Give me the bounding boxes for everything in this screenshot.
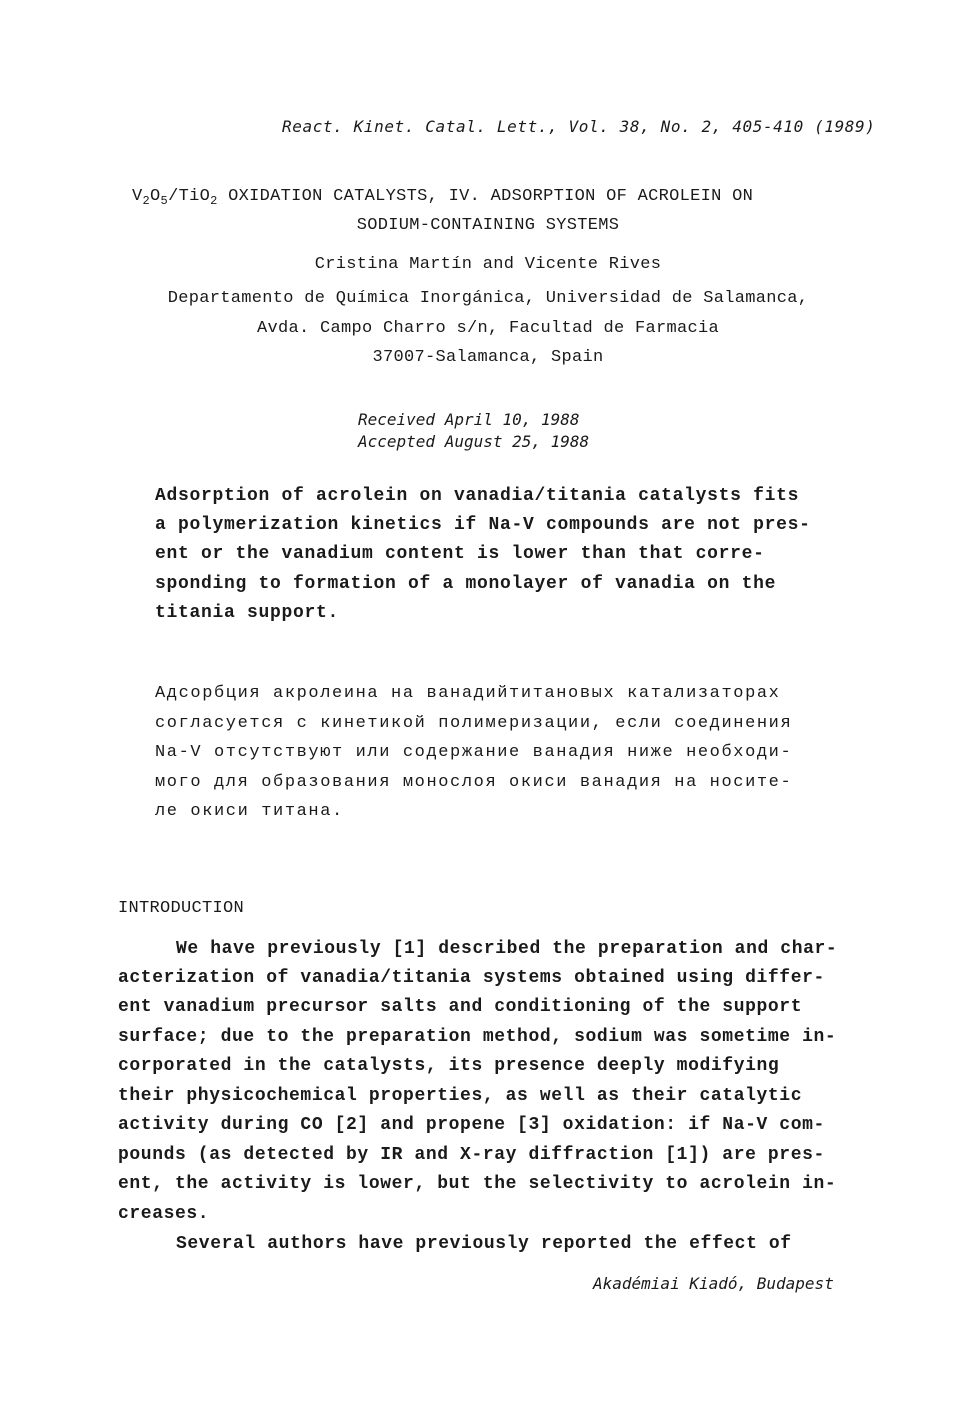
abstract-ru-line: ле окиси титана. <box>155 802 344 821</box>
intro-line: ent vanadium precursor salts and conditioning of the support <box>118 997 803 1017</box>
intro-line: acterization of vanadia/titania systems obtained using differ- <box>118 968 825 988</box>
intro-line: surface; due to the preparation method, sodium was sometime in- <box>118 1027 837 1047</box>
title-formula: $V_2O_5/TiO_2$ <box>132 187 218 208</box>
intro-line: ent, the activity is lower, but the selectivity to acrolein in- <box>118 1174 837 1194</box>
intro-line: creases. <box>118 1204 210 1224</box>
abstract-en-line: ent or the vanadium content is lower than that corre- <box>155 544 765 564</box>
abstract-en-line: titania support. <box>155 603 340 623</box>
article-title-line-2: SODIUM-CONTAINING SYSTEMS <box>356 216 620 235</box>
affiliation-line: Departamento de Química Inorgánica, Universidad de Salamanca, <box>167 289 809 308</box>
journal-reference: React. Kinet. Catal. Lett., Vol. 38, No. 2, 405-410 (1989) <box>282 117 876 136</box>
abstract-en-line: sponding to formation of a monolayer of vanadia on the <box>155 574 777 594</box>
accepted-date: Accepted August 25, 1988 <box>358 432 590 451</box>
abstract-en-line: a polymerization kinetics if Na-V compounds are not pres- <box>155 515 811 535</box>
abstract-ru-line: согласуется с кинетикой полимеризации, если соединения <box>155 714 793 733</box>
section-heading-introduction: INTRODUCTION <box>118 899 245 918</box>
abstract-en-line: Adsorption of acrolein on vanadia/titania catalysts fits <box>155 486 800 506</box>
received-date: Received April 10, 1988 <box>358 410 580 429</box>
authors: Cristina Martín and Vicente Rives <box>314 255 662 274</box>
intro-line: activity during CO [2] and propene [3] oxidation: if Na-V com- <box>118 1115 825 1135</box>
intro-line: corporated in the catalysts, its presence deeply modifying <box>118 1056 780 1076</box>
intro-line: We have previously [1] described the preparation and char- <box>176 939 838 959</box>
abstract-ru-line: Na-V отсутствуют или содержание ванадия ниже необходи- <box>155 743 793 762</box>
affiliation-line: Avda. Campo Charro s/n, Facultad de Farmacia <box>256 319 720 338</box>
title-text: OXIDATION CATALYSTS, IV. ADSORPTION OF ACROLEIN ON <box>217 187 754 206</box>
intro-line: pounds (as detected by IR and X-ray diffraction [1]) are pres- <box>118 1145 825 1165</box>
intro-line: Several authors have previously reported the effect of <box>176 1234 792 1254</box>
affiliation-line: 37007-Salamanca, Spain <box>372 348 604 367</box>
abstract-ru-line: мого для образования монослоя окиси ванадия на носите- <box>155 773 793 792</box>
abstract-ru-line: Адсорбция акролеина на ванадийтитановых катализаторах <box>155 684 781 703</box>
article-title-line-1 <box>132 186 753 212</box>
intro-line: their physicochemical properties, as well as their catalytic <box>118 1086 803 1106</box>
publisher: Akadémiai Kiadó, Budapest <box>593 1274 834 1293</box>
